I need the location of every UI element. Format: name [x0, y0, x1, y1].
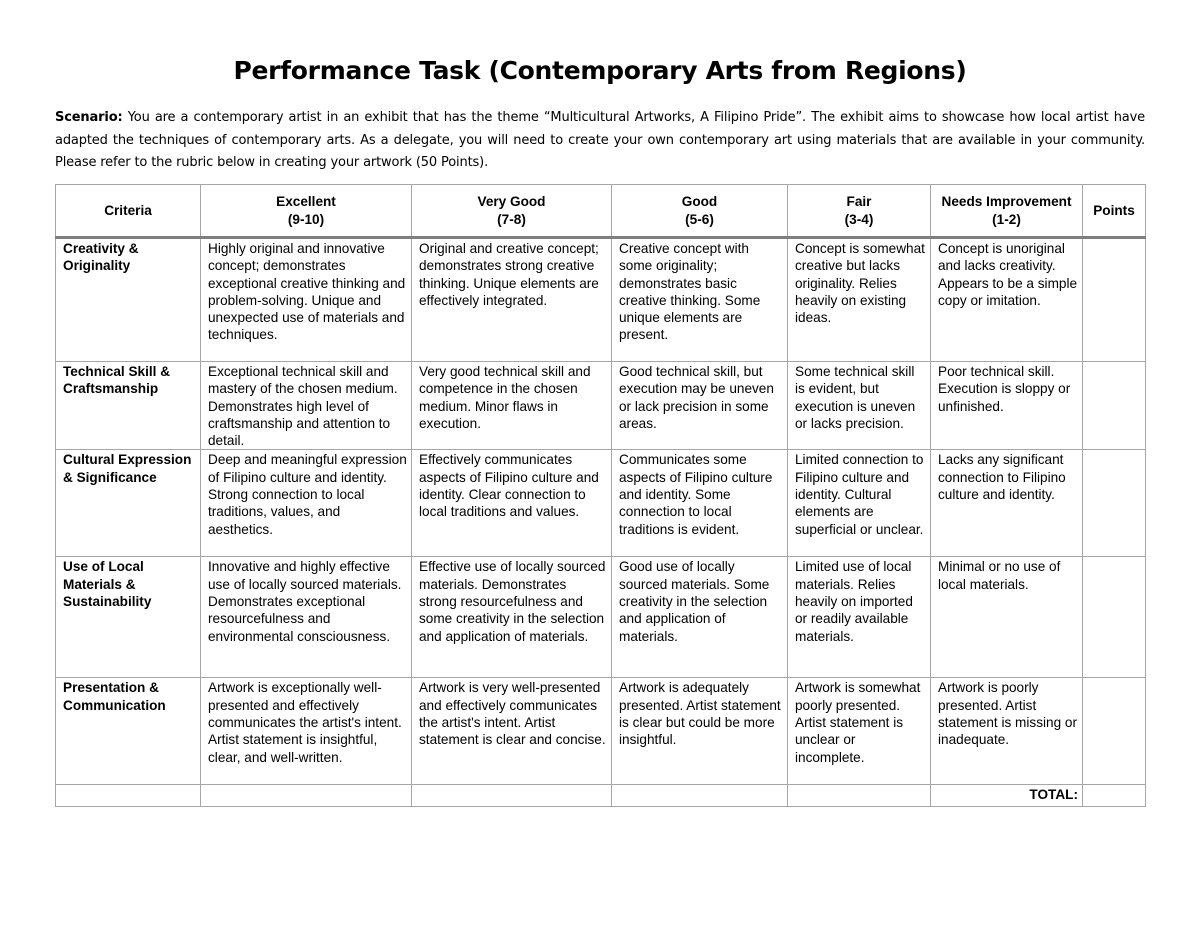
- criteria-cell: Use of Local Materials & Sustainability: [56, 557, 201, 678]
- needs-improvement-cell: Concept is unoriginal and lacks creativity. Appears to be a simple copy or imitation.: [931, 238, 1083, 362]
- good-cell: Good use of locally sourced materials. Some creativity in the selection and application of materials.: [612, 557, 788, 678]
- very-good-cell: Very good technical skill and competence in the chosen medium. Minor flaws in execution.: [412, 362, 612, 450]
- table-row: [56, 238, 1146, 362]
- points-cell[interactable]: [1083, 678, 1146, 785]
- points-cell[interactable]: [1083, 362, 1146, 450]
- header-excellent: Excellent (9-10): [201, 185, 412, 238]
- header-criteria: Criteria: [56, 185, 201, 238]
- total-row: [56, 785, 1146, 807]
- empty-cell: [201, 785, 412, 807]
- criteria-cell: Technical Skill & Craftsmanship: [56, 362, 201, 450]
- page-title: Performance Task (Contemporary Arts from Regions): [233, 56, 967, 85]
- rubric-header-row: [56, 185, 1146, 238]
- scenario-label: Scenario:: [55, 110, 123, 125]
- good-cell: Creative concept with some originality; demonstrates basic creative thinking. Some unique elements are present.: [612, 238, 788, 362]
- good-cell: Communicates some aspects of Filipino culture and identity. Some connection to local traditions is evident.: [612, 450, 788, 557]
- needs-improvement-cell: Poor technical skill. Execution is sloppy or unfinished.: [931, 362, 1083, 450]
- very-good-cell: Artwork is very well-presented and effectively communicates the artist's intent. Artist statement is clear and concise.: [412, 678, 612, 785]
- excellent-cell: Artwork is exceptionally well-presented and effectively communicates the artist's intent. Artist statement is insightful, clear, and well-written.: [201, 678, 412, 785]
- table-row: [56, 678, 1146, 785]
- header-points: Points: [1083, 185, 1146, 238]
- total-points-cell[interactable]: [1083, 785, 1146, 807]
- header-fair: Fair (3-4): [788, 185, 931, 238]
- very-good-cell: Original and creative concept; demonstrates strong creative thinking. Unique elements are effectively integrated.: [412, 238, 612, 362]
- excellent-cell: Deep and meaningful expression of Filipino culture and identity. Strong connection to local traditions, values, and aesthetics.: [201, 450, 412, 557]
- header-needs-improvement: Needs Improvement (1-2): [931, 185, 1083, 238]
- table-row: [56, 362, 1146, 450]
- total-label: TOTAL:: [931, 785, 1083, 807]
- scenario-text: You are a contemporary artist in an exhibit that has the theme “Multicultural Artworks, A Filipino Pride”. The exhibit aims to showcase how local artist have adapted the techniques of contemporary arts. As a delegate, you will need to create your own contemporary art using materials that are available in your community. Please refer to the rubric below in creating your artwork (50 Points).: [55, 110, 1145, 170]
- criteria-cell: Creativity & Originality: [56, 238, 201, 362]
- table-row: [56, 450, 1146, 557]
- excellent-cell: Highly original and innovative concept; demonstrates exceptional creative thinking and problem-solving. Unique and unexpected use of materials and techniques.: [201, 238, 412, 362]
- fair-cell: Limited use of local materials. Relies heavily on imported or readily available materials.: [788, 557, 931, 678]
- fair-cell: Concept is somewhat creative but lacks originality. Relies heavily on existing ideas.: [788, 238, 931, 362]
- points-cell[interactable]: [1083, 238, 1146, 362]
- scenario-paragraph: [55, 107, 1145, 175]
- table-row: [56, 557, 1146, 678]
- header-very-good: Very Good (7-8): [412, 185, 612, 238]
- fair-cell: Limited connection to Filipino culture and identity. Cultural elements are superficial or unclear.: [788, 450, 931, 557]
- criteria-cell: Cultural Expression & Significance: [56, 450, 201, 557]
- needs-improvement-cell: Artwork is poorly presented. Artist statement is missing or inadequate.: [931, 678, 1083, 785]
- points-cell[interactable]: [1083, 450, 1146, 557]
- empty-cell: [412, 785, 612, 807]
- empty-cell: [788, 785, 931, 807]
- good-cell: Good technical skill, but execution may be uneven or lack precision in some areas.: [612, 362, 788, 450]
- fair-cell: Some technical skill is evident, but execution is uneven or lacks precision.: [788, 362, 931, 450]
- excellent-cell: Innovative and highly effective use of locally sourced materials. Demonstrates exceptional resourcefulness and environmental consciousness.: [201, 557, 412, 678]
- good-cell: Artwork is adequately presented. Artist statement is clear but could be more insightful.: [612, 678, 788, 785]
- empty-cell: [612, 785, 788, 807]
- very-good-cell: Effectively communicates aspects of Filipino culture and identity. Clear connection to local traditions and values.: [412, 450, 612, 557]
- very-good-cell: Effective use of locally sourced materials. Demonstrates strong resourcefulness and some creativity in the selection and application of materials.: [412, 557, 612, 678]
- needs-improvement-cell: Minimal or no use of local materials.: [931, 557, 1083, 678]
- fair-cell: Artwork is somewhat poorly presented. Artist statement is unclear or incomplete.: [788, 678, 931, 785]
- header-good: Good (5-6): [612, 185, 788, 238]
- points-cell[interactable]: [1083, 557, 1146, 678]
- needs-improvement-cell: Lacks any significant connection to Filipino culture and identity.: [931, 450, 1083, 557]
- excellent-cell: Exceptional technical skill and mastery of the chosen medium. Demonstrates high level of craftsmanship and attention to detail.: [201, 362, 412, 450]
- empty-cell: [56, 785, 201, 807]
- rubric-table: [55, 184, 1146, 807]
- criteria-cell: Presentation & Communication: [56, 678, 201, 785]
